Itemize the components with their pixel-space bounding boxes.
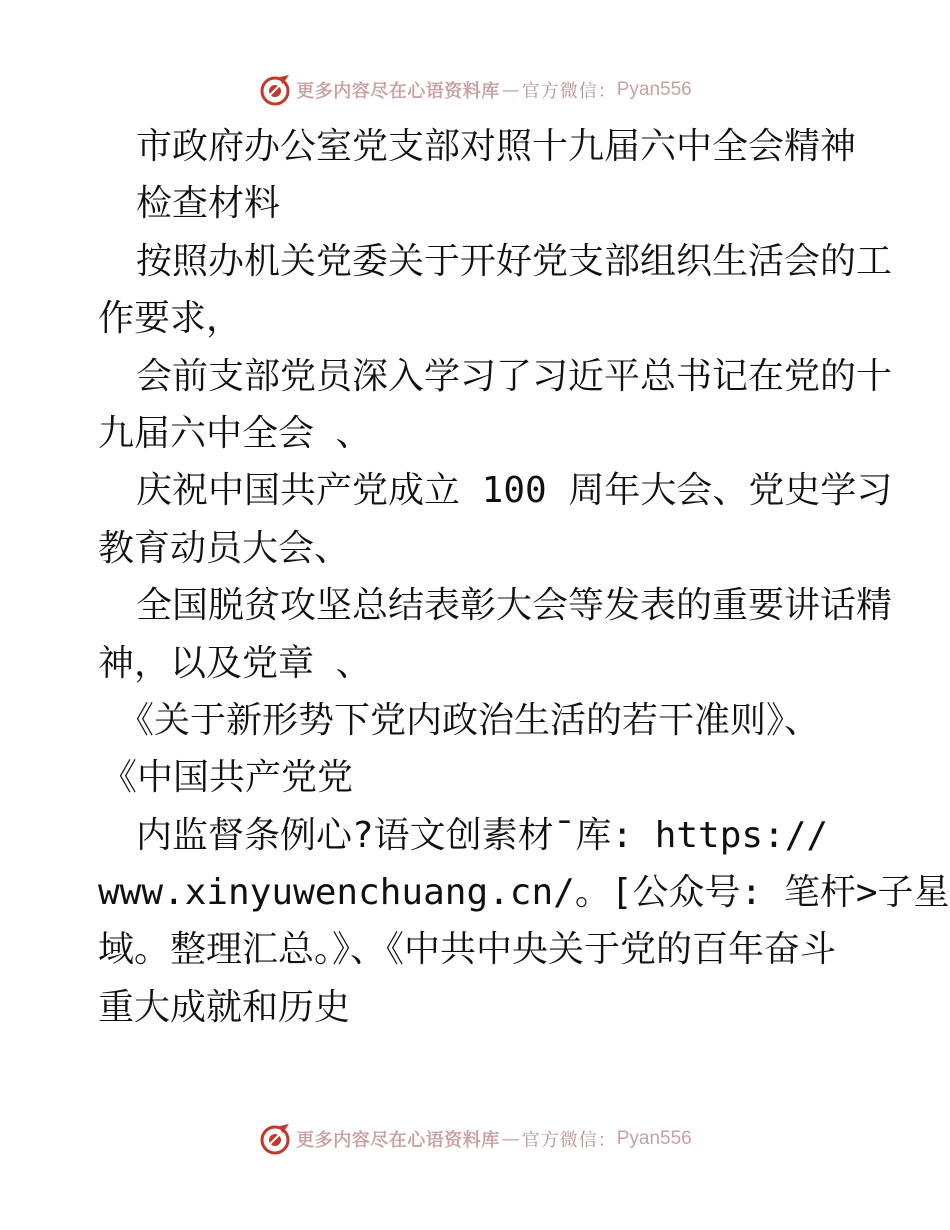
red-quill-seal-icon <box>258 73 292 107</box>
banner-official-label: 官方微信： <box>521 1130 617 1151</box>
doc-line: 市政府办公室党支部对照十九届六中全会精神 <box>136 126 857 167</box>
doc-line: 会前支部党员深入学习了习近平总书记在党的十 <box>136 355 893 397</box>
doc-line: 域。整理汇总。》、《中共中央关于党的百年奋斗 <box>98 929 837 971</box>
banner-dash: — <box>501 1128 520 1150</box>
header-banner <box>0 72 950 108</box>
doc-line: 《关于新形势下党内政治生活的若干准则》、 <box>118 699 821 741</box>
banner-dash: — <box>501 79 520 101</box>
document-body <box>98 118 950 1036</box>
doc-line: 重大成就和历史 <box>98 986 351 1028</box>
doc-line: 九届六中全会 、 <box>98 412 372 454</box>
doc-line: 检查材料 <box>136 183 281 225</box>
doc-line: 神，以及党章 、 <box>98 642 372 684</box>
doc-line: 作要求， <box>98 298 243 340</box>
banner-main-text: 更多内容尽在心语资料库 <box>296 1130 500 1151</box>
footer-banner <box>0 1121 950 1157</box>
doc-line: 内监督条例心?语文创素材¯库: https:// <box>136 814 829 856</box>
doc-line: 庆祝中国共产党成立 100 周年大会、党史学习 <box>136 470 893 512</box>
banner-official-label: 官方微信： <box>521 81 617 102</box>
banner-wechat-id: Pyan556 <box>616 79 692 100</box>
doc-line: 《中国共产党党 <box>101 757 354 799</box>
banner-wechat-id: Pyan556 <box>616 1128 692 1149</box>
banner-main-text: 更多内容尽在心语资料库 <box>296 81 500 102</box>
doc-line: 全国脱贫攻坚总结表彰大会等发表的重要讲话精 <box>136 585 893 627</box>
red-quill-seal-icon <box>258 1122 292 1156</box>
doc-line: 按照办机关党委关于开好党支部组织生活会的工 <box>136 240 893 282</box>
doc-line: 教育动员大会、 <box>98 527 351 569</box>
doc-line: www.xinyuwenchuang.cn/。[公众号: 笔杆>子星 <box>98 872 950 914</box>
